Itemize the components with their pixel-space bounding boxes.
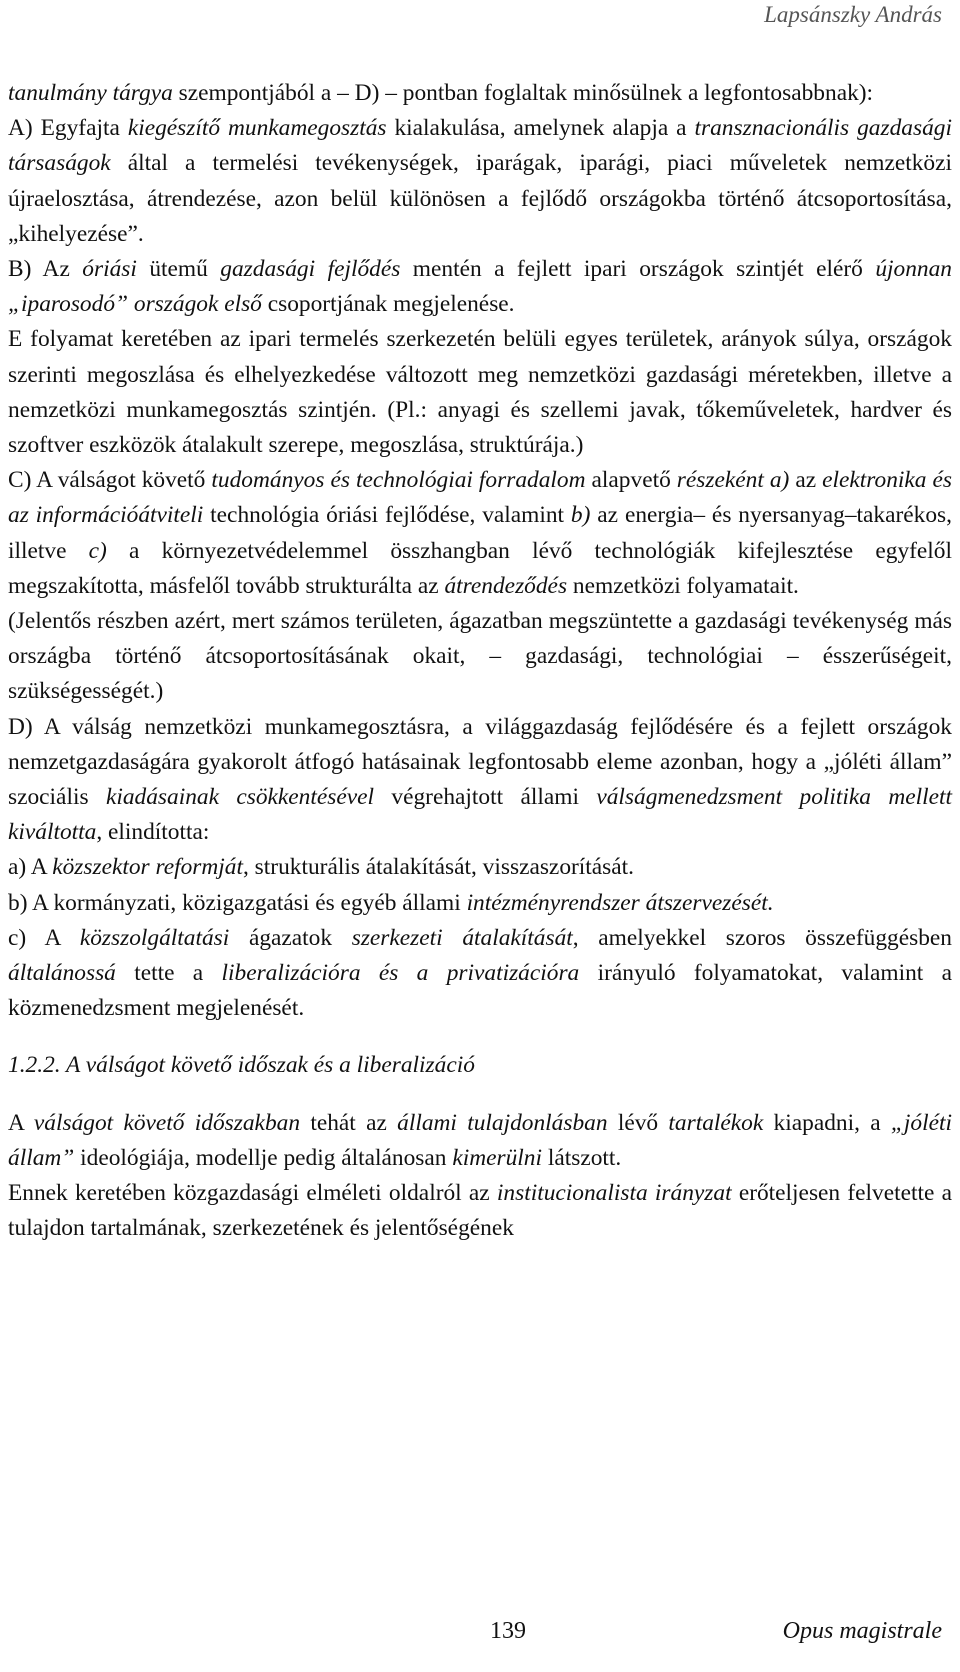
paragraph-d-b: b) A kormányzati, közigazgatási és egyéb állami intézményrendszer átszervezését. (8, 889, 774, 916)
paragraph-d-a: a) A közszektor reformját, strukturális átalakítását, visszaszorítását. (8, 854, 635, 881)
page-body (8, 76, 952, 1247)
paragraph-section-1: A válságot követő időszakban tehát az állami tulajdonlásban lévő tartalékok kiapadni, a „jóléti állam” ideológiája, modellje pedig általánosan kimerülni látszott. (8, 1109, 952, 1171)
paragraph-d-c: c) A közszolgáltatási ágazatok szerkezeti átalakítását, amelyekkel szoros összefüggésben általánossá tette a liberalizációra és a privatizációra irányuló folyamatokat, valamint a közmenedzsment megjelenését. (8, 924, 952, 1022)
running-header-author: Lapsánszky András (764, 2, 942, 27)
paragraph-c: C) A válságot követő tudományos és technológiai forradalom alapvető részeként a) az elektronika és az információátviteli technológia óriási fejlődése, valamint b) az energia– és nyersanyag–takarékos, illetve c) a környezetvédelemmel összhangban lévő technológiák kifejlesztése egyfelől megszakította, másfelől tovább strukturálta az átrendeződés nemzetközi folyamatait. (8, 467, 953, 599)
paragraph-a: A) Egyfajta kiegészítő munkamegosztás kialakulása, amelynek alapja a transznacionális gazdasági társaságok által a termelési tevékenységek, iparágak, iparági, piaci műveletek nemzetközi újraelosztása, átrendezése, azon belül különösen a fejlődő országokba történő átcsoportosítása, „kihelyezése”. (8, 115, 952, 247)
paragraph-intro: tanulmány tárgya szempontjából a – D) – pontban foglaltak minősülnek a legfontosabbnak): (8, 80, 874, 106)
paragraph-parenthetical: (Jelentős részben azért, mert számos területen, ágazatban megszüntette a gazdasági tevékenység más országba történő átcsoportosításának okait, – gazdasági, technológiai – ésszerűségeit, szükségességét.) (8, 608, 952, 705)
paragraph-e: E folyamat keretében az ipari termelés szerkezetén belüli egyes területek, arányok súlya, országok szerinti megoszlása és elhelyezkedése változott meg nemzetközi gazdasági méretekben, illetve a nemzetközi munkamegosztás szintjén. (Pl.: anyagi és szellemi javak, tőkeműveletek, hardver és szoftver eszközök átalakult szerepe, megoszlása, struktúrája.) (8, 326, 952, 459)
paragraph-d: D) A válság nemzetközi munkamegosztásra, a világgazdaság fejlődésére és a fejlett országok nemzetgazdaságára gyakorolt átfogó hatásainak legfontosabb eleme azonban, hogy a „jóléti állam” szociális kiadásainak csökkentésével végrehajtott állami válságmenedzsment politika mellett kiváltotta, elindította: (8, 713, 952, 846)
paragraph-section-2: Ennek keretében közgazdasági elméleti oldalról az institucionalista irányzat erőteljesen felvetette a tulajdon tartalmának, szerkezetének és jelentőségének (8, 1180, 952, 1242)
paragraph-b: B) Az óriási ütemű gazdasági fejlődés mentén a fejlett ipari országok szintjét elérő újonnan „iparosodó” országok első csoportjának megjelenése. (8, 256, 952, 318)
running-footer-series: Opus magistrale (782, 1618, 942, 1644)
page-number: 139 (490, 1618, 526, 1644)
section-title: 1.2.2. A válságot követő időszak és a liberalizáció (8, 1052, 475, 1079)
